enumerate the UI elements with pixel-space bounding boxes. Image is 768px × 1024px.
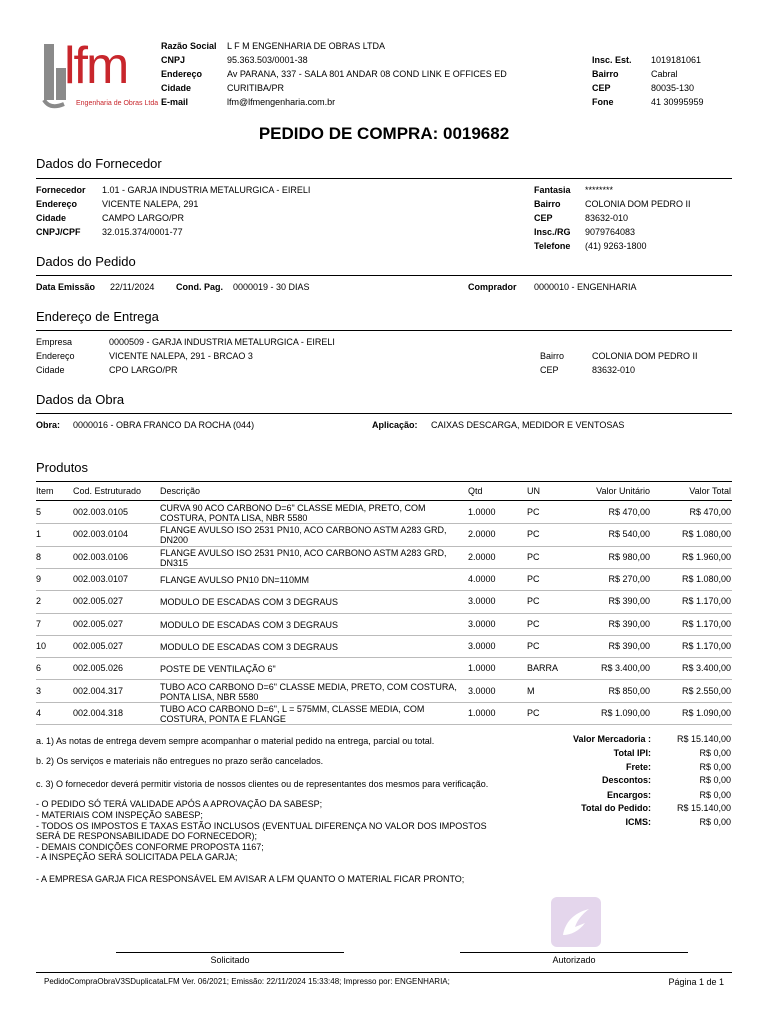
row-cod: 002.004.318 xyxy=(73,707,124,718)
entrega-bairro: COLONIA DOM PEDRO II xyxy=(592,351,698,361)
row-qtd: 3.0000 xyxy=(468,640,496,651)
label-aplicacao: Aplicação: xyxy=(372,420,418,430)
label-endereco: Endereço xyxy=(161,69,203,79)
row-item: 5 xyxy=(36,507,42,518)
row-total: R$ 1.080,00 xyxy=(681,574,731,585)
row-item: 4 xyxy=(36,707,42,718)
col-total: Valor Total xyxy=(689,486,731,496)
total-label: Encargos: xyxy=(606,790,651,800)
label-fornecedor-endereco: Endereço xyxy=(36,199,78,209)
row-qtd: 4.0000 xyxy=(468,574,496,585)
row-unit-price: R$ 1.090,00 xyxy=(600,707,650,718)
section-entrega-heading: Endereço de Entrega xyxy=(36,309,159,324)
label-entrega-cep: CEP xyxy=(540,365,559,375)
label-obra: Obra: xyxy=(36,420,61,430)
section-produtos-heading: Produtos xyxy=(36,460,89,475)
row-unit-price: R$ 390,00 xyxy=(608,618,650,629)
col-cod: Cod. Estruturado xyxy=(73,486,142,496)
company-insc: 1019181061 xyxy=(651,55,702,65)
row-cod: 002.003.0104 xyxy=(73,529,129,540)
row-un: PC xyxy=(527,707,540,718)
note-line: - O PEDIDO SÓ TERÁ VALIDADE APÓS A APROVAÇÃO DA SABESP; xyxy=(36,799,323,809)
label-entrega-cidade: Cidade xyxy=(36,365,65,375)
total-value: R$ 15.140,00 xyxy=(676,803,731,813)
row-total: R$ 1.170,00 xyxy=(681,596,731,607)
note-b: b. 2) Os serviços e materiais não entregues no prazo serão cancelados. xyxy=(36,756,324,766)
company-cidade: CURITIBA/PR xyxy=(227,83,285,93)
label-insc: Insc. Est. xyxy=(592,55,632,65)
row-desc: FLANGE AVULSO ISO 2531 PN10, ACO CARBONO ASTM A283 GRD, DN315 xyxy=(160,547,447,568)
total-value: R$ 0,00 xyxy=(699,790,731,800)
row-cod: 002.005.026 xyxy=(73,663,124,674)
row-un: M xyxy=(527,685,535,696)
fornecedor-telefone: (41) 9263-1800 xyxy=(585,241,647,251)
row-total: R$ 2.550,00 xyxy=(681,685,731,696)
row-cod: 002.005.027 xyxy=(73,618,124,629)
row-unit-price: R$ 390,00 xyxy=(608,640,650,651)
row-total: R$ 470,00 xyxy=(689,507,731,518)
label-fone: Fone xyxy=(592,97,614,107)
note-line: - DEMAIS CONDIÇÕES CONFORME PROPOSTA 1167; xyxy=(36,842,264,852)
entrega-cidade: CPO LARGO/PR xyxy=(109,365,178,375)
pedido-emissao: 22/11/2024 xyxy=(110,282,155,292)
row-qtd: 1.0000 xyxy=(468,663,496,674)
row-cod: 002.005.027 xyxy=(73,640,124,651)
row-item: 8 xyxy=(36,551,42,562)
entrega-endereco: VICENTE NALEPA, 291 - BRCAO 3 xyxy=(109,351,253,361)
col-unit: Valor Unitário xyxy=(596,486,650,496)
total-label: Total IPI: xyxy=(613,748,651,758)
label-fornecedor-bairro: Bairro xyxy=(534,199,561,209)
total-label: ICMS: xyxy=(625,817,651,827)
fornecedor-cep: 83632-010 xyxy=(585,213,629,223)
note-c: c. 3) O fornecedor deverá permitir vistoria de nossos clientes ou de representantes dos mesmos para verificação. xyxy=(36,779,489,789)
row-item: 9 xyxy=(36,574,42,585)
company-cnpj: 95.363.503/0001-38 xyxy=(227,55,308,65)
entrega-empresa: 0000509 - GARJA INDUSTRIA METALURGICA - EIRELI xyxy=(109,337,335,347)
row-total: R$ 1.960,00 xyxy=(681,551,731,562)
row-divider xyxy=(36,613,732,614)
col-item: Item xyxy=(36,486,54,496)
row-desc: FLANGE AVULSO ISO 2531 PN10, ACO CARBONO ASTM A283 GRD, DN200 xyxy=(160,525,447,546)
obra-aplicacao: CAIXAS DESCARGA, MEDIDOR E VENTOSAS xyxy=(431,420,625,430)
row-divider xyxy=(36,546,732,547)
label-fornecedor-insc: Insc./RG xyxy=(534,227,571,237)
total-value: R$ 0,00 xyxy=(699,817,731,827)
row-divider xyxy=(36,724,732,725)
col-un: UN xyxy=(527,486,540,496)
signature-solicitado: Solicitado xyxy=(210,955,250,965)
logo-text: lfm xyxy=(64,37,128,95)
label-fornecedor-cep: CEP xyxy=(534,213,553,223)
company-cep: 80035-130 xyxy=(651,83,695,93)
divider xyxy=(36,500,732,501)
company-bairro: Cabral xyxy=(651,69,678,79)
row-unit-price: R$ 3.400,00 xyxy=(600,663,650,674)
row-divider xyxy=(36,679,732,680)
entrega-cep: 83632-010 xyxy=(592,365,636,375)
footer-info: PedidoCompraObraV3SDuplicataLFM Ver. 06/2021; Emissão: 22/11/2024 15:33:48; Impresso por: ENGENHARIA; xyxy=(44,977,450,986)
label-entrega-empresa: Empresa xyxy=(36,337,73,347)
row-divider xyxy=(36,657,732,658)
pedido-cond-pag: 0000019 - 30 DIAS xyxy=(233,282,310,292)
row-cod: 002.005.027 xyxy=(73,596,124,607)
company-fone: 41 30995959 xyxy=(651,97,704,107)
note-line: - MATERIAIS COM INSPEÇÃO SABESP; xyxy=(36,810,203,820)
label-fornecedor-cidade: Cidade xyxy=(36,213,67,223)
page-number: Página 1 de 1 xyxy=(668,977,724,987)
row-unit-price: R$ 980,00 xyxy=(608,551,650,562)
row-un: PC xyxy=(527,574,540,585)
fornecedor-bairro: COLONIA DOM PEDRO II xyxy=(585,199,691,209)
row-unit-price: R$ 850,00 xyxy=(608,685,650,696)
note-final: - A EMPRESA GARJA FICA RESPONSÁVEL EM AVISAR A LFM QUANTO O MATERIAL FICAR PRONTO; xyxy=(36,874,465,884)
row-un: PC xyxy=(527,529,540,540)
note-a: a. 1) As notas de entrega devem sempre acompanhar o material pedido na entrega, parcial ou total. xyxy=(36,736,435,746)
page-title: PEDIDO DE COMPRA: 0019682 xyxy=(258,124,510,143)
row-total: R$ 1.170,00 xyxy=(681,618,731,629)
divider xyxy=(36,481,732,482)
col-desc: Descrição xyxy=(160,486,201,496)
section-pedido-heading: Dados do Pedido xyxy=(36,254,136,269)
row-item: 7 xyxy=(36,618,42,629)
label-bairro: Bairro xyxy=(592,69,619,79)
label-entrega-bairro: Bairro xyxy=(540,351,565,361)
company-razao: L F M ENGENHARIA DE OBRAS LTDA xyxy=(227,41,386,51)
label-comprador: Comprador xyxy=(468,282,517,292)
divider xyxy=(36,972,732,973)
row-total: R$ 1.170,00 xyxy=(681,640,731,651)
col-qtd: Qtd xyxy=(468,486,483,496)
row-desc: MODULO DE ESCADAS COM 3 DEGRAUS xyxy=(160,597,339,608)
total-label: Descontos: xyxy=(601,775,651,785)
signature-line-solicitado xyxy=(116,952,344,953)
row-qtd: 2.0000 xyxy=(468,551,496,562)
row-un: BARRA xyxy=(527,663,559,674)
row-desc: TUBO ACO CARBONO D=6", L = 575MM, CLASSE MEDIA, COM COSTURA, PONTA E FLANGE xyxy=(160,703,425,724)
note-line: SERÁ DE RESPONSABILIDADE DO FORNECEDOR); xyxy=(36,831,258,841)
row-un: PC xyxy=(527,551,540,562)
label-razao: Razão Social xyxy=(161,41,217,51)
signature-line-autorizado xyxy=(460,952,688,953)
divider xyxy=(36,275,732,276)
label-cep: CEP xyxy=(592,83,611,93)
row-item: 1 xyxy=(36,529,42,540)
row-un: PC xyxy=(527,507,540,518)
section-obra-heading: Dados da Obra xyxy=(36,392,125,407)
label-cidade: Cidade xyxy=(161,83,192,93)
row-un: PC xyxy=(527,618,540,629)
pedido-comprador: 0000010 - ENGENHARIA xyxy=(534,282,637,292)
row-item: 10 xyxy=(36,640,47,651)
logo-subtitle: Engenharia de Obras Ltda xyxy=(76,100,159,107)
row-total: R$ 1.090,00 xyxy=(681,707,731,718)
total-label: Valor Mercadoria : xyxy=(572,734,651,744)
row-divider xyxy=(36,568,732,569)
row-divider xyxy=(36,590,732,591)
label-cnpj: CNPJ xyxy=(161,55,186,65)
row-divider xyxy=(36,635,732,636)
total-label: Frete: xyxy=(625,762,651,772)
fornecedor-insc: 9079764083 xyxy=(585,227,636,237)
row-un: PC xyxy=(527,640,540,651)
row-unit-price: R$ 470,00 xyxy=(608,507,650,518)
fornecedor-nome: 1.01 - GARJA INDUSTRIA METALURGICA - EIRELI xyxy=(102,185,311,195)
row-desc: TUBO ACO CARBONO D=6" CLASSE MEDIA, PRETO, COM COSTURA, PONTA LISA, NBR 5580 xyxy=(160,681,457,702)
label-fornecedor-telefone: Telefone xyxy=(534,241,571,251)
row-item: 2 xyxy=(36,596,42,607)
signature-autorizado: Autorizado xyxy=(552,955,596,965)
company-endereco: Av PARANA, 337 - SALA 801 ANDAR 08 COND LINK E OFFICES ED xyxy=(227,69,507,79)
total-value: R$ 15.140,00 xyxy=(676,734,731,744)
label-fornecedor-cnpj: CNPJ/CPF xyxy=(36,227,81,237)
row-cod: 002.003.0105 xyxy=(73,507,129,518)
row-total: R$ 3.400,00 xyxy=(681,663,731,674)
row-total: R$ 1.080,00 xyxy=(681,529,731,540)
row-un: PC xyxy=(527,596,540,607)
label-cond-pag: Cond. Pag. xyxy=(176,282,223,292)
fornecedor-cnpj: 32.015.374/0001-77 xyxy=(102,227,183,237)
company-email[interactable]: lfm@lfmengenharia.com.br xyxy=(227,97,336,107)
row-desc: MODULO DE ESCADAS COM 3 DEGRAUS xyxy=(160,641,339,652)
row-unit-price: R$ 540,00 xyxy=(608,529,650,540)
row-qtd: 1.0000 xyxy=(468,707,496,718)
row-desc: POSTE DE VENTILAÇÃO 6" xyxy=(160,664,276,675)
row-cod: 002.004.317 xyxy=(73,685,124,696)
row-qtd: 3.0000 xyxy=(468,685,496,696)
total-label: Total do Pedido: xyxy=(581,803,651,813)
row-unit-price: R$ 270,00 xyxy=(608,574,650,585)
row-cod: 002.003.0106 xyxy=(73,551,129,562)
row-item: 3 xyxy=(36,685,42,696)
note-line: - A INSPEÇÃO SERÁ SOLICITADA PELA GARJA; xyxy=(36,852,238,862)
total-value: R$ 0,00 xyxy=(699,762,731,772)
row-desc: MODULO DE ESCADAS COM 3 DEGRAUS xyxy=(160,619,339,630)
label-fornecedor: Fornecedor xyxy=(36,185,86,195)
divider xyxy=(36,413,732,414)
row-cod: 002.003.0107 xyxy=(73,574,129,585)
approval-stamp-icon xyxy=(551,897,601,947)
row-unit-price: R$ 390,00 xyxy=(608,596,650,607)
obra-nome: 0000016 - OBRA FRANCO DA ROCHA (044) xyxy=(73,420,255,430)
label-fantasia: Fantasia xyxy=(534,185,571,195)
row-desc: FLANGE AVULSO PN10 DN=110MM xyxy=(160,575,309,586)
label-emissao: Data Emissão xyxy=(36,282,96,292)
row-qtd: 3.0000 xyxy=(468,596,496,607)
divider xyxy=(36,330,732,331)
label-entrega-endereco: Endereço xyxy=(36,351,75,361)
row-divider xyxy=(36,523,732,524)
row-qtd: 2.0000 xyxy=(468,529,496,540)
divider xyxy=(36,178,732,179)
label-email: E-mail xyxy=(161,97,189,107)
fornecedor-fantasia: ******** xyxy=(585,185,614,195)
company-logo xyxy=(40,37,159,114)
row-qtd: 1.0000 xyxy=(468,507,496,518)
note-line: - TODOS OS IMPOSTOS E TAXAS ESTÃO INCLUSOS (EVENTUAL DIFERENÇA NO VALOR DOS IMPOSTOS xyxy=(36,821,487,831)
row-desc: CURVA 90 ACO CARBONO D=6" CLASSE MEDIA, PRETO, COM COSTURA, PONTA LISA, NBR 5580 xyxy=(160,503,426,524)
section-fornecedor-heading: Dados do Fornecedor xyxy=(36,156,162,171)
total-value: R$ 0,00 xyxy=(699,775,731,785)
row-item: 6 xyxy=(36,663,42,674)
row-qtd: 3.0000 xyxy=(468,618,496,629)
fornecedor-cidade: CAMPO LARGO/PR xyxy=(102,213,185,223)
row-divider xyxy=(36,702,732,703)
fornecedor-endereco: VICENTE NALEPA, 291 xyxy=(102,199,199,209)
total-value: R$ 0,00 xyxy=(699,748,731,758)
